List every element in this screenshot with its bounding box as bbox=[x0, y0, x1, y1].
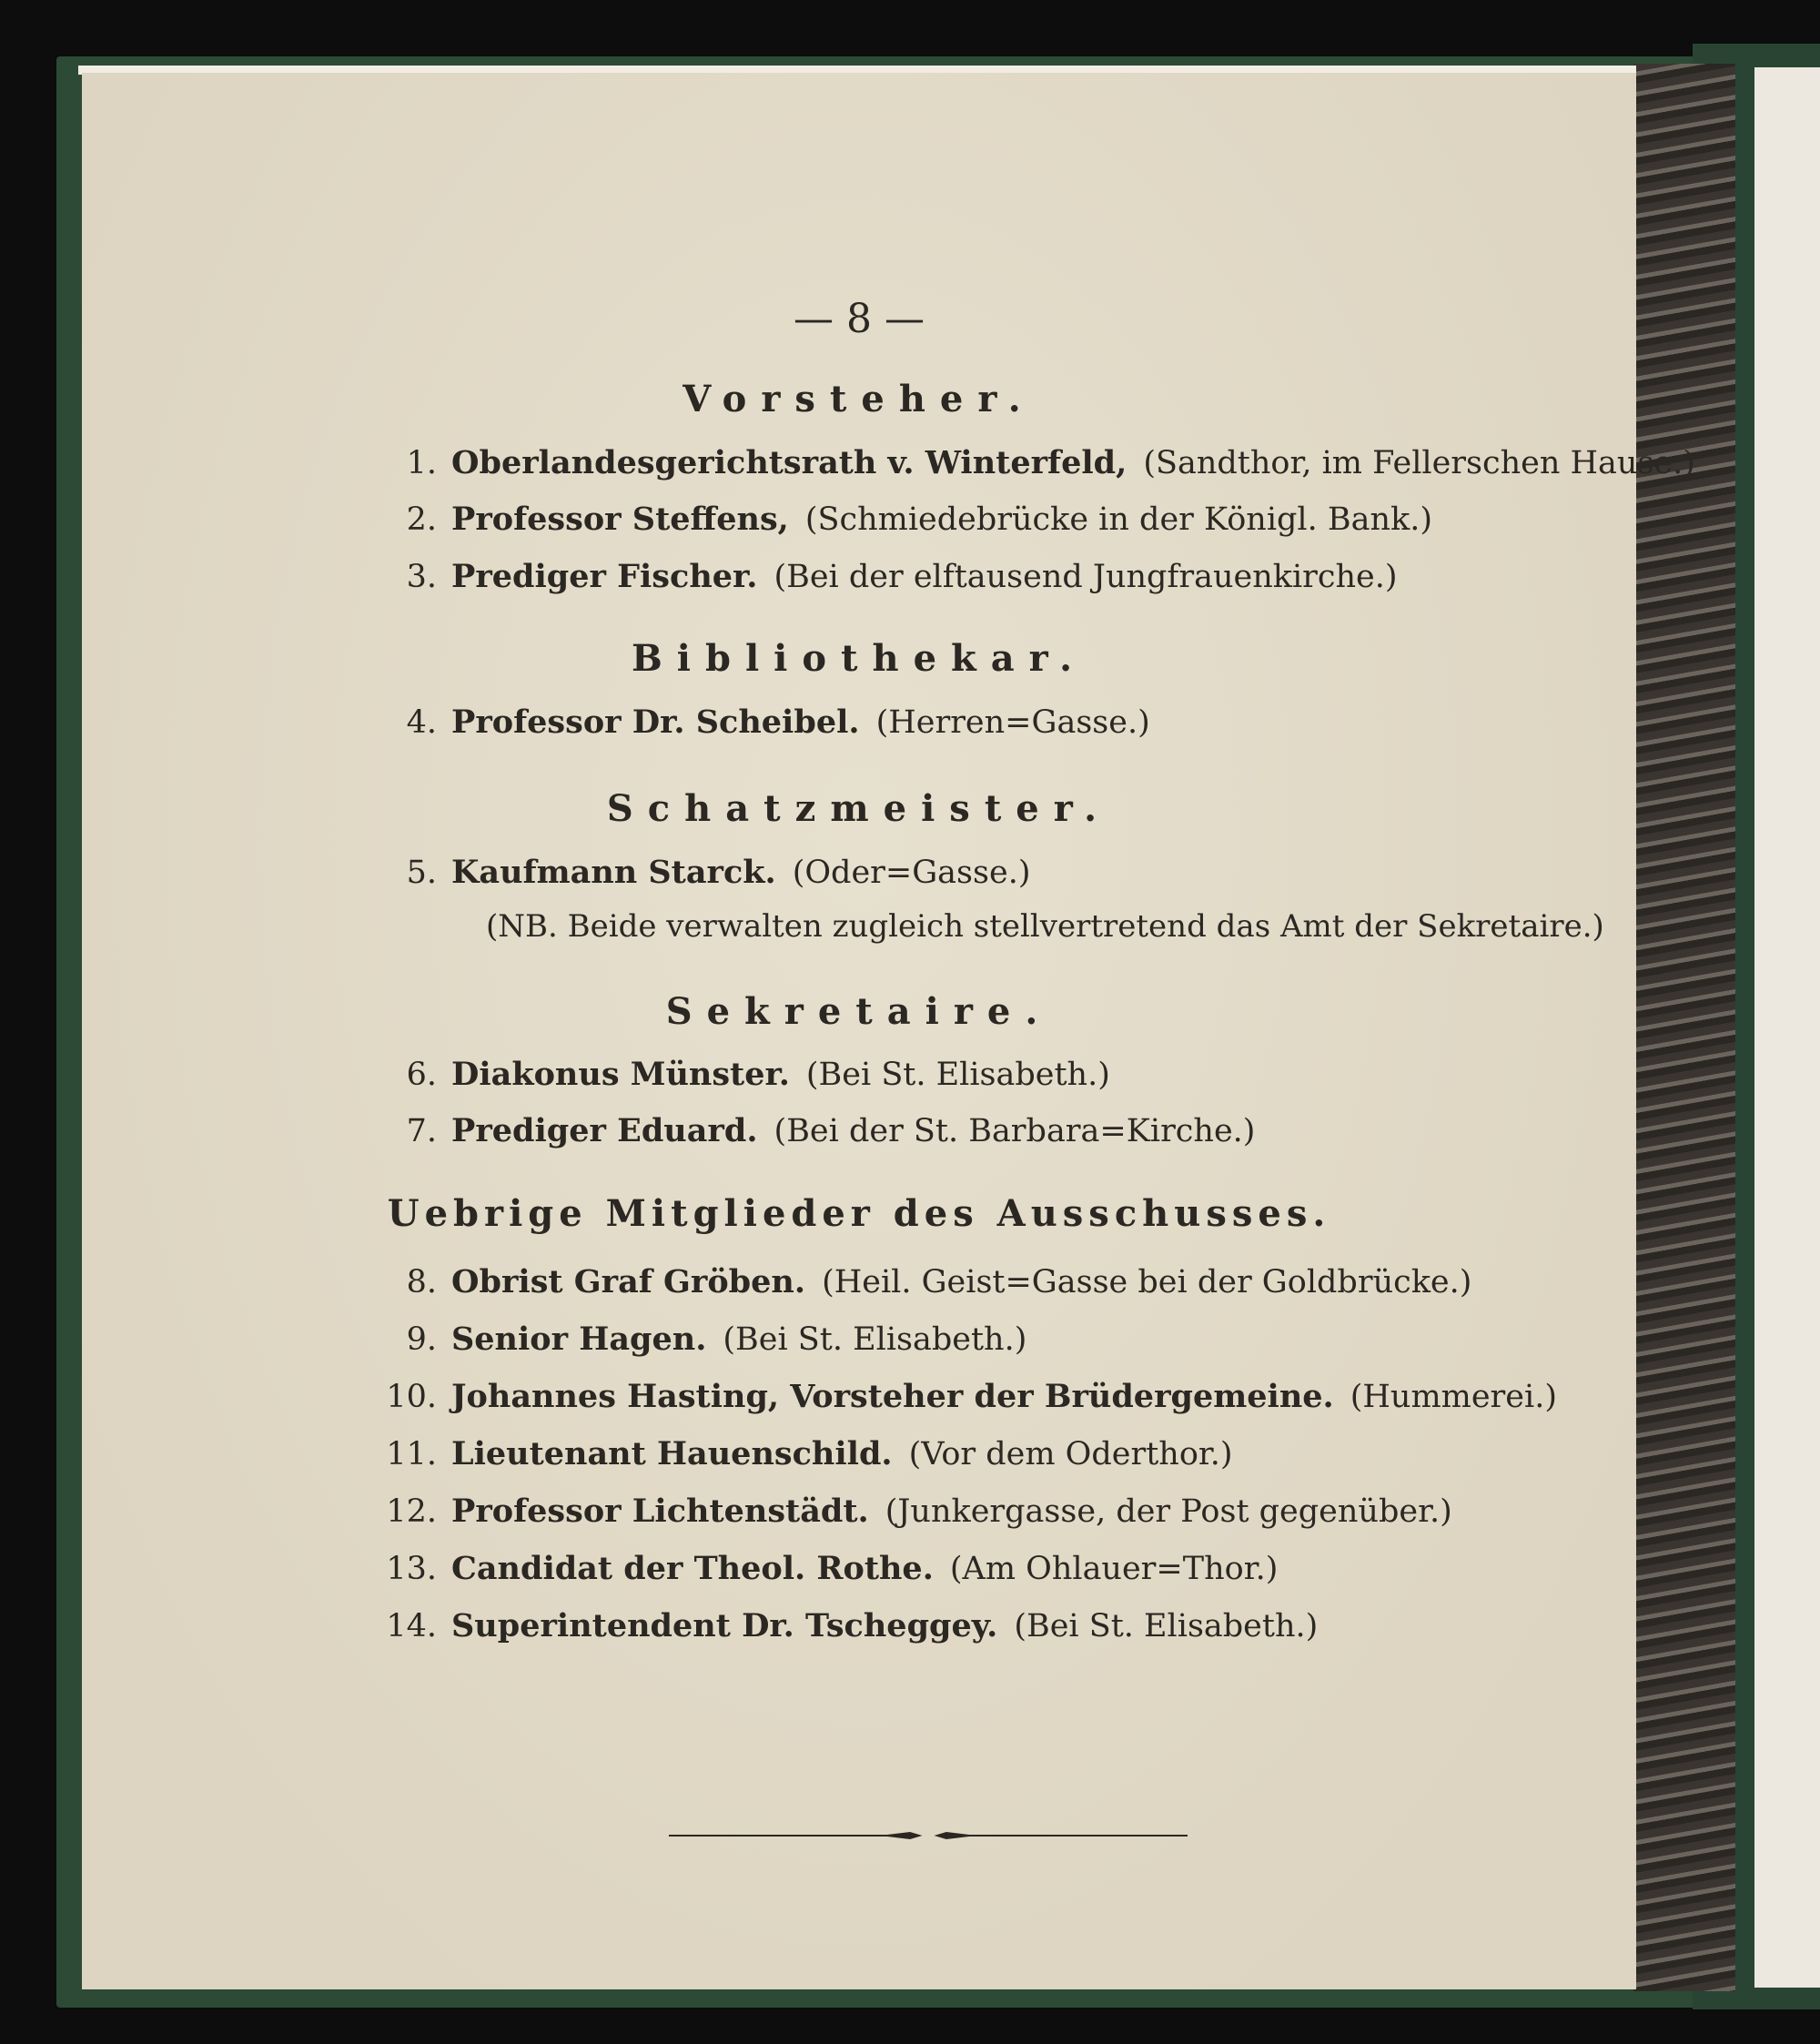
entry-location: (Am Ohlauer=Thor.) bbox=[949, 1551, 1279, 1587]
entry-name: Oberlandesgerichtsrath v. Winterfeld, bbox=[451, 444, 1127, 481]
entry-name: Senior Hagen. bbox=[451, 1321, 707, 1358]
entry-number: 12. bbox=[386, 1493, 437, 1530]
facing-page-edge bbox=[1754, 67, 1820, 1988]
section-heading-vorsteher: Vorsteher. bbox=[682, 378, 1036, 420]
entry-location: (Bei St. Elisabeth.) bbox=[1014, 1608, 1319, 1644]
list-item bbox=[373, 703, 1150, 741]
entry-name: Superintendent Dr. Tscheggey. bbox=[451, 1607, 998, 1644]
entry-location: (Herren=Gasse.) bbox=[875, 704, 1150, 741]
list-item bbox=[373, 558, 1398, 595]
entry-name: Johannes Hasting, Vorsteher der Brüdergemeine. bbox=[451, 1378, 1334, 1415]
list-item bbox=[373, 1321, 1026, 1358]
entry-number: 13. bbox=[386, 1551, 437, 1587]
list-item bbox=[373, 1263, 1471, 1300]
entry-location: (Heil. Geist=Gasse bei der Goldbrücke.) bbox=[822, 1264, 1472, 1300]
list-item bbox=[373, 501, 1432, 538]
section-heading-schatzmeister: Schatzmeister. bbox=[606, 787, 1112, 830]
entry-name: Professor Dr. Scheibel. bbox=[451, 703, 860, 741]
list-item bbox=[373, 1607, 1318, 1644]
list-item bbox=[373, 1435, 1233, 1472]
entry-location: (Sandthor, im Fellerschen Hause.) bbox=[1143, 445, 1695, 481]
entry-location: (Bei St. Elisabeth.) bbox=[723, 1321, 1027, 1358]
entry-name: Professor Lichtenstädt. bbox=[451, 1493, 869, 1530]
entry-number: 8. bbox=[406, 1264, 437, 1300]
list-item bbox=[373, 1550, 1278, 1587]
ornamental-rule bbox=[669, 1829, 1188, 1842]
entry-location: (Vor dem Oderthor.) bbox=[908, 1436, 1233, 1472]
entry-number: 5. bbox=[406, 855, 437, 891]
entry-number: 6. bbox=[406, 1057, 437, 1093]
entry-name: Diakonus Münster. bbox=[451, 1056, 790, 1093]
list-item bbox=[373, 1056, 1110, 1093]
list-item bbox=[373, 854, 1030, 891]
list-item bbox=[373, 1493, 1452, 1530]
marbled-endpaper bbox=[1633, 64, 1735, 1991]
entry-number: 3. bbox=[406, 559, 437, 595]
entry-name: Professor Steffens, bbox=[451, 501, 789, 538]
entry-location: (Schmiedebrücke in der Königl. Bank.) bbox=[804, 501, 1432, 538]
entry-number: 9. bbox=[406, 1321, 437, 1358]
entry-number: 7. bbox=[406, 1113, 437, 1149]
list-item bbox=[373, 444, 1695, 481]
section-heading-sekretaire: Sekretaire. bbox=[665, 990, 1053, 1033]
entry-name: Kaufmann Starck. bbox=[451, 854, 776, 891]
section-heading-uebrige-mitglieder: Uebrige Mitglieder des Ausschusses. bbox=[387, 1192, 1331, 1235]
entry-location: (Bei St. Elisabeth.) bbox=[805, 1057, 1110, 1093]
entry-number: 14. bbox=[386, 1608, 437, 1644]
entry-location: (Bei der elftausend Jungfrauenkirche.) bbox=[774, 559, 1398, 595]
entry-number: 10. bbox=[386, 1379, 437, 1415]
entry-name: Prediger Eduard. bbox=[451, 1112, 758, 1149]
section-heading-bibliothekar: Bibliothekar. bbox=[631, 637, 1087, 680]
entry-location: (Hummerei.) bbox=[1350, 1379, 1557, 1415]
entry-location: (Oder=Gasse.) bbox=[792, 855, 1031, 891]
entry-number: 4. bbox=[406, 704, 437, 741]
entry-name: Prediger Fischer. bbox=[451, 558, 758, 595]
page-number: — 8 — bbox=[794, 296, 925, 342]
list-item bbox=[373, 1112, 1255, 1149]
entry-location: (Bei der St. Barbara=Kirche.) bbox=[774, 1113, 1256, 1149]
entry-name: Obrist Graf Gröben. bbox=[451, 1263, 806, 1300]
entry-number: 1. bbox=[406, 445, 437, 481]
entry-location: (Junkergasse, der Post gegenüber.) bbox=[885, 1493, 1452, 1530]
entry-number: 2. bbox=[406, 501, 437, 538]
entry-name: Lieutenant Hauenschild. bbox=[451, 1435, 893, 1472]
note-text: (NB. Beide verwalten zugleich stellvertretend das Amt der Sekretaire.) bbox=[486, 908, 1604, 945]
entry-number: 11. bbox=[386, 1436, 437, 1472]
entry-name: Candidat der Theol. Rothe. bbox=[451, 1550, 934, 1587]
list-item bbox=[373, 1378, 1557, 1415]
book-page bbox=[82, 73, 1695, 1989]
